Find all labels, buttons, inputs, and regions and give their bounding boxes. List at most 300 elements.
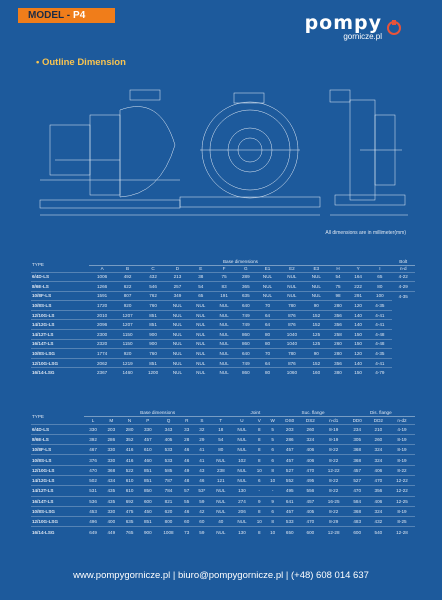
cell-value: 368 [347, 455, 368, 465]
cell-value: 876 [279, 358, 304, 368]
cell-value: NUL [305, 291, 328, 301]
discharge-flange-header: Dis. flange [347, 409, 415, 417]
cell-value: 5 [266, 434, 279, 444]
cell-value: 260 [300, 424, 321, 434]
cell-value: 416 [120, 445, 138, 455]
table-row [31, 445, 415, 455]
base-dimensions-header: Base dimensions [84, 409, 231, 417]
cell-value: 1207 [115, 320, 140, 330]
cell-value: 257 [166, 282, 189, 292]
column-header: T [219, 417, 223, 423]
base-dimensions-table [31, 258, 415, 378]
cell-value: 900 [140, 339, 165, 349]
cell-value: 32 [193, 424, 210, 434]
cell-value: 203 [279, 424, 300, 434]
logo-main-text: pompy [304, 12, 382, 34]
cell-value: 260 [328, 339, 348, 349]
column-header: D [175, 266, 180, 271]
cell-value: 65 [368, 272, 391, 282]
right-view [330, 90, 408, 215]
row-type: 16/14T-LS [31, 339, 89, 349]
cell-value: 8-19 [389, 434, 415, 444]
cell-value: NUL [212, 310, 235, 320]
cell-value: 850 [139, 486, 157, 496]
cell-value: 4-48 [368, 330, 391, 340]
section-title: • Outline Dimension [36, 57, 126, 68]
cell-value: 100 [368, 291, 391, 301]
cell-value: NUL [166, 310, 189, 320]
cell-value: 12-22 [321, 465, 347, 475]
cell-value: 280 [120, 424, 138, 434]
row-type: 6/4D-LS [31, 424, 84, 434]
cell-value: 692 [120, 496, 138, 506]
cell-value: 784 [157, 486, 180, 496]
column-header: P [146, 417, 150, 423]
cell-value: 160 [305, 368, 328, 378]
column-header: G [244, 266, 248, 271]
table-row [31, 320, 415, 330]
cell-value: 6 [266, 445, 279, 455]
cell-value: 432 [368, 517, 389, 527]
cell-value: 120 [348, 349, 368, 359]
cell-value: 1207 [115, 310, 140, 320]
cell-value: 780 [279, 349, 304, 359]
cell-value: NUL [212, 358, 235, 368]
cell-value: 55 [180, 496, 193, 506]
cell-value: NUL [256, 272, 279, 282]
cell-value: 10 [253, 517, 266, 527]
cell-value: 860 [236, 368, 256, 378]
row-type: 10/8S-LSG [31, 349, 89, 359]
cell-value: 533 [279, 517, 300, 527]
cell-value: NUL [210, 527, 231, 537]
cell-value: 876 [279, 310, 304, 320]
cell-value: NUL [210, 496, 231, 506]
cell-value: 470 [300, 517, 321, 527]
cell-value: 8-29 [321, 517, 347, 527]
cell-value: 8-19 [389, 445, 415, 455]
cell-value: 435 [102, 496, 120, 506]
cell-value: NUL [231, 434, 252, 444]
cell-value: 9 [266, 496, 279, 506]
cell-value: 765 [120, 527, 138, 537]
cell-value: NUL [231, 465, 252, 475]
cell-value: 130 [231, 527, 252, 537]
table-row [31, 496, 415, 506]
cell-value: 406 [300, 445, 321, 455]
table-row [31, 465, 415, 475]
cell-value: 64 [256, 320, 279, 330]
cell-value: 80 [210, 445, 231, 455]
cell-value: 280 [328, 349, 348, 359]
cell-value: 60 [180, 517, 193, 527]
cell-value: 234 [347, 424, 368, 434]
cell-value: 4-22 [392, 272, 415, 282]
cell-value: 368 [347, 445, 368, 455]
cell-value: NUL [166, 358, 189, 368]
cell-value: 8-22 [321, 486, 347, 496]
logo[interactable] [305, 14, 402, 41]
cell-value: 4-35 [368, 349, 391, 359]
cell-value: 40 [210, 517, 231, 527]
footer-contact[interactable]: www.pompygornicze.pl | biuro@pompygornicze.pl | (+48) 608 014 637 [73, 570, 369, 581]
cell-value: NUL [231, 445, 252, 455]
cell-value: 2300 [89, 330, 114, 340]
cell-value: 41 [193, 455, 210, 465]
cell-value: 8-19 [321, 424, 347, 434]
cell-value: 75 [328, 282, 348, 292]
column-header: M [109, 417, 114, 423]
cell-value: 59 [193, 496, 210, 506]
cell-value: 453 [84, 506, 102, 516]
cell-value: 49 [180, 465, 193, 475]
cell-value: 42 [193, 506, 210, 516]
cell-value: 492 [115, 272, 140, 282]
table-row [31, 291, 415, 301]
cell-value: 522 [120, 465, 138, 475]
cell-value: 470 [368, 475, 389, 485]
cell-value: 8-19 [321, 434, 347, 444]
cell-value: 2010 [89, 310, 114, 320]
cell-value: 620 [157, 506, 180, 516]
table-row [31, 368, 415, 378]
cell-value: NUL [212, 330, 235, 340]
table-row [31, 517, 415, 527]
cell-value: 305 [347, 434, 368, 444]
cell-value: NUL [189, 320, 212, 330]
cell-value: 210 [368, 424, 389, 434]
cell-value: 457 [279, 506, 300, 516]
cell-value: 649 [84, 527, 102, 537]
column-header: I [379, 266, 381, 271]
cell-value: 556 [300, 486, 321, 496]
column-header: n-d1 [329, 417, 339, 423]
cell-value: 8 [253, 506, 266, 516]
cell-value: 41 [193, 445, 210, 455]
cell-value: 150 [348, 330, 368, 340]
cell-value: 1060 [279, 368, 304, 378]
cell-value: 291 [348, 291, 368, 301]
cell-value: 10 [266, 475, 279, 485]
cell-value: 10 [253, 465, 266, 475]
cell-value: 16-25 [321, 496, 347, 506]
cell-value: 4-19 [389, 424, 415, 434]
cell-value: 851 [140, 358, 165, 368]
cell-value: 125 [305, 339, 328, 349]
row-type: 8/6E-LS [31, 282, 89, 292]
cell-value: 356 [328, 320, 348, 330]
row-type: 6/4D-LS [31, 272, 89, 282]
side-view [40, 90, 180, 215]
cell-value: 876 [279, 320, 304, 330]
cell-value: 536 [84, 496, 102, 506]
column-header: DD2 [373, 417, 383, 423]
row-type: 12/10G-LSG [31, 517, 84, 527]
cell-value: 286 [279, 434, 300, 444]
column-header: n-d2 [397, 417, 407, 423]
cell-value: NUL [256, 282, 279, 292]
cell-value: 6 [266, 506, 279, 516]
cell-value: 2367 [89, 368, 114, 378]
cell-value: 12-22 [389, 486, 415, 496]
cell-value: 380 [328, 368, 348, 378]
column-header: A [100, 266, 104, 271]
cell-value: 191 [212, 291, 235, 301]
cell-value: NUL [166, 301, 189, 311]
cell-value: 787 [157, 475, 180, 485]
cell-value: NUL [189, 349, 212, 359]
cell-value: NUL [212, 339, 235, 349]
column-header: DS2 [305, 417, 315, 423]
cell-value: 54 [328, 272, 348, 282]
table-row [31, 330, 415, 340]
cell-value: 330 [102, 455, 120, 465]
cell-value: 356 [328, 310, 348, 320]
cell-value: 152 [305, 320, 328, 330]
cell-value: 286 [102, 434, 120, 444]
cell-value: 467 [84, 445, 102, 455]
cell-value: 622 [115, 282, 140, 292]
cell-value: 1200 [140, 368, 165, 378]
cell-value: 274 [231, 496, 252, 506]
cell-value: 760 [140, 349, 165, 359]
cell-value: 8 [253, 445, 266, 455]
row-type: 14/12T-LS [31, 486, 84, 496]
cell-value: 8-19 [389, 455, 415, 465]
table-row [31, 349, 415, 359]
cell-value: 8-25 [389, 517, 415, 527]
cell-value: NUL [231, 517, 252, 527]
column-header: n-d [399, 266, 407, 271]
cell-value: 800 [157, 517, 180, 527]
table-row [31, 527, 415, 537]
cell-value: NUL [212, 320, 235, 330]
row-type: 12/10G-LS [31, 465, 84, 475]
cell-value: 70 [256, 301, 279, 311]
logo-sub-text: gornicze.pl [343, 32, 382, 41]
column-header: Q [166, 417, 171, 423]
cell-value: 4-35 [368, 301, 391, 311]
cell-value: 821 [157, 496, 180, 506]
cell-value: 4-29 [392, 282, 415, 292]
cell-value: 330 [102, 445, 120, 455]
cell-value: 1150 [115, 339, 140, 349]
cell-value: NUL [166, 339, 189, 349]
cell-value: 324 [368, 445, 389, 455]
pump-logo-icon [386, 20, 402, 36]
cell-value: 860 [236, 339, 256, 349]
cell-value: 1774 [89, 349, 114, 359]
cell-value: NUL [210, 455, 231, 465]
table-row [31, 301, 415, 311]
cell-value: 635 [120, 517, 138, 527]
cell-value: 851 [140, 310, 165, 320]
cell-value: 483 [347, 517, 368, 527]
cell-value: NUL [189, 330, 212, 340]
table-row [31, 424, 415, 434]
base-dimensions-header: Base dimensions [89, 258, 391, 265]
cell-value: 356 [328, 358, 348, 368]
cell-value: 140 [348, 310, 368, 320]
cell-value: 496 [84, 517, 102, 527]
cell-value: NUL [166, 320, 189, 330]
cell-value: 140 [348, 320, 368, 330]
cell-value: 585 [157, 465, 180, 475]
table-row [31, 506, 415, 516]
column-header: Y [356, 266, 360, 271]
column-header: S [200, 417, 204, 423]
cell-value: 1720 [89, 301, 114, 311]
cell-value: 1040 [279, 330, 304, 340]
table-row [31, 486, 415, 496]
cell-value: 125 [305, 330, 328, 340]
cell-value: 600 [347, 527, 368, 537]
cell-value: 120 [348, 301, 368, 311]
cell-value: 102 [231, 455, 252, 465]
row-type: 10/8S-LS [31, 455, 84, 465]
cell-value: 1040 [279, 339, 304, 349]
cell-value: 495 [279, 486, 300, 496]
cell-value: 46 [180, 445, 193, 455]
cell-value: NUL [305, 282, 328, 292]
row-type: 16/14-LSG [31, 527, 84, 537]
bolt-header: Bolt [392, 258, 415, 265]
column-header: E2 [289, 266, 295, 271]
cell-value: 98 [328, 291, 348, 301]
cell-value: 53* [193, 486, 210, 496]
cell-value: 527 [347, 475, 368, 485]
row-type: 8/6E-LS [31, 434, 84, 444]
cell-value: NUL [166, 349, 189, 359]
column-header: H [336, 266, 340, 271]
cell-value: NUL [212, 368, 235, 378]
row-type: 14/12T-LS [31, 330, 89, 340]
cell-value: 392 [84, 434, 102, 444]
cell-value: 54 [210, 434, 231, 444]
cell-value: 1266 [89, 282, 114, 292]
cell-value: 376 [84, 455, 102, 465]
table-row [31, 310, 415, 320]
cell-value: 416 [120, 455, 138, 465]
cell-value: 807 [115, 291, 140, 301]
cell-value: 90 [305, 301, 328, 311]
cell-value: 610 [120, 475, 138, 485]
row-type: 12/10G-LS [31, 310, 89, 320]
table-row [31, 358, 415, 368]
cell-value: 450 [139, 506, 157, 516]
cell-value: 29 [193, 434, 210, 444]
type-header: TYPE [32, 262, 44, 268]
cell-value: 64 [256, 358, 279, 368]
cell-value: 324 [368, 506, 389, 516]
cell-value: 2062 [89, 358, 114, 368]
cell-value: 1150 [115, 330, 140, 340]
cell-value: NUL [279, 272, 304, 282]
cell-value: 8-22 [321, 506, 347, 516]
cell-value: 352 [120, 434, 138, 444]
cell-value: NUL [189, 339, 212, 349]
cell-value: 8-22 [321, 445, 347, 455]
cell-value: 760 [140, 301, 165, 311]
cell-value: 610 [139, 445, 157, 455]
cell-value: 780 [279, 301, 304, 311]
cell-value: 8 [253, 527, 266, 537]
cell-value: 260 [368, 434, 389, 444]
cell-value: 150 [348, 339, 368, 349]
cell-value: 59 [193, 527, 210, 537]
cell-value: 406 [368, 465, 389, 475]
column-header: DD0 [352, 417, 362, 423]
cell-value: 475 [120, 506, 138, 516]
cell-value: - [266, 486, 279, 496]
cell-value: NUL [189, 368, 212, 378]
column-header: C [151, 266, 155, 271]
cell-value: 432 [140, 272, 165, 282]
cell-value: 8-22 [321, 475, 347, 485]
cell-value: 60 [193, 517, 210, 527]
cell-value: 533 [157, 445, 180, 455]
cell-value: 749 [236, 358, 256, 368]
cell-value: 6 [253, 475, 266, 485]
cell-value: 5 [266, 424, 279, 434]
column-header: E [199, 266, 203, 271]
cell-value: 6 [266, 455, 279, 465]
cell-value: 83 [212, 282, 235, 292]
cell-value: 12-28 [321, 527, 347, 537]
cell-value: 851 [140, 320, 165, 330]
cell-value: 8 [253, 455, 266, 465]
cell-value: NUL [189, 301, 212, 311]
cell-value: 280 [328, 301, 348, 311]
cell-value: 33 [180, 424, 193, 434]
cell-value: 150 [348, 368, 368, 378]
flange-dimensions-table [31, 409, 415, 537]
cell-value: 851 [139, 517, 157, 527]
cell-value: 90 [305, 349, 328, 359]
cell-value: 531 [84, 486, 102, 496]
cell-value: 8 [253, 434, 266, 444]
cell-value: 80 [368, 282, 391, 292]
cell-value: 470 [300, 465, 321, 475]
cell-value: 258 [328, 330, 348, 340]
model-value: P4 [73, 10, 86, 21]
cell-value: 57 [180, 486, 193, 496]
cell-value: 4-41 [368, 310, 391, 320]
column-header: V [257, 417, 261, 423]
row-type: 10/8S-LSG [31, 506, 84, 516]
cell-value: 4-79 [368, 368, 391, 378]
cell-value: 330 [102, 506, 120, 516]
dimensions-note: All dimensions are in millimeter(mm) [325, 230, 406, 236]
suction-flange-header: Suc. flange [279, 409, 346, 417]
cell-value: 43 [193, 465, 210, 475]
row-type: 16/14T-LS [31, 496, 84, 506]
cell-value: 12-28 [389, 527, 415, 537]
cell-value: 434 [102, 475, 120, 485]
cell-value: 330 [139, 424, 157, 434]
cell-value: 405 [157, 434, 180, 444]
cell-value: 8 [266, 465, 279, 475]
cell-value: 457 [347, 465, 368, 475]
cell-value: 8 [266, 517, 279, 527]
cell-value: 324 [300, 434, 321, 444]
cell-value: 4-41 [368, 320, 391, 330]
cell-value: 457 [279, 455, 300, 465]
row-type: 12/10G-LSG [31, 358, 89, 368]
cell-value: 762 [140, 291, 165, 301]
cell-value: 610 [120, 486, 138, 496]
cell-value: 406 [368, 496, 389, 506]
